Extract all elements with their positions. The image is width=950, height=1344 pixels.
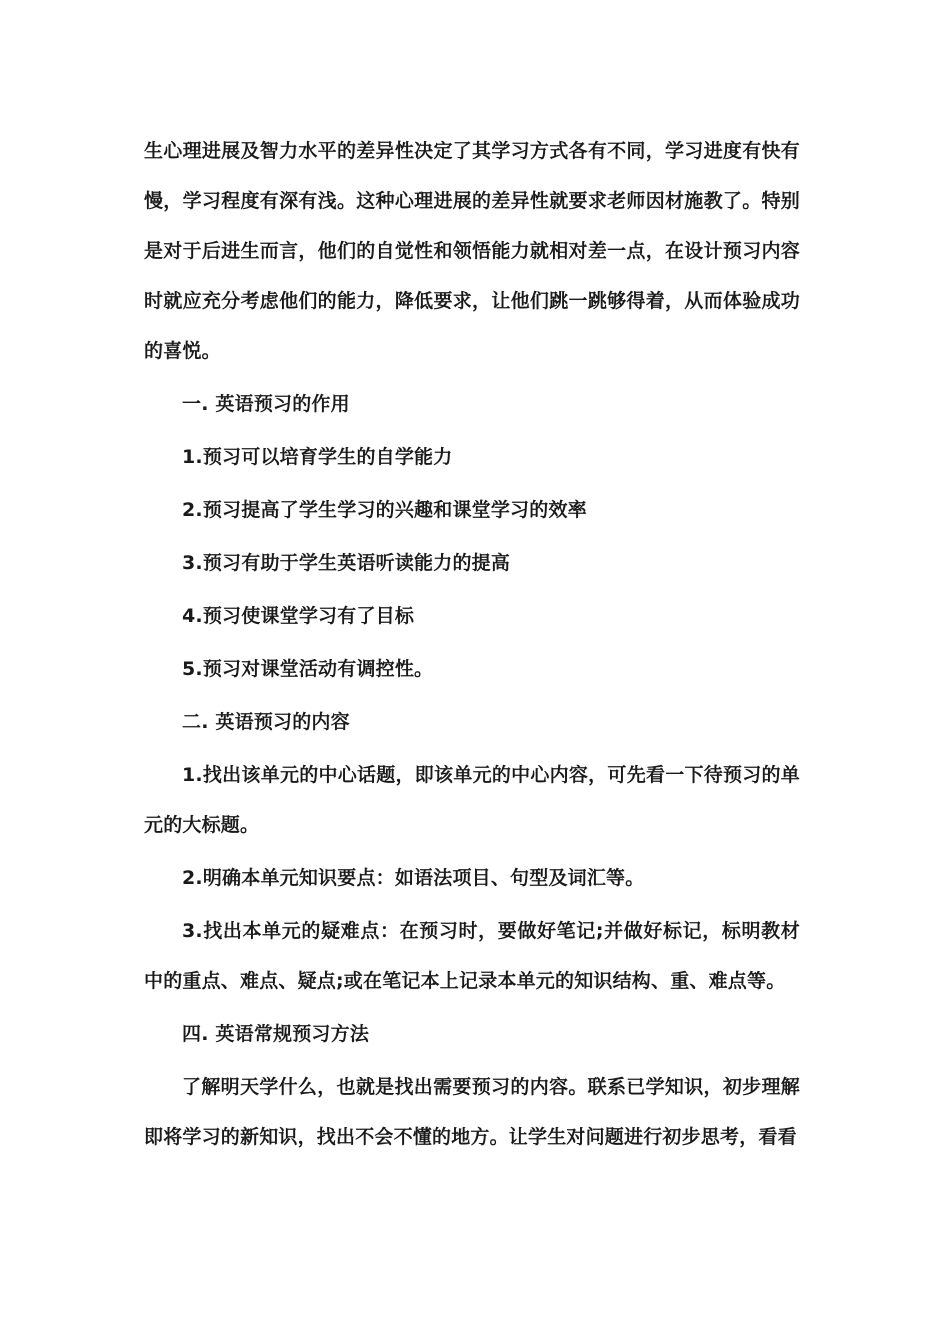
list-item: 3.找出本单元的疑难点：在预习时，要做好笔记;并做好标记，标明教材中的重点、难点、疑点;或在笔记本上记录本单元的知识结构、重、难点等。	[144, 920, 800, 992]
paragraph-intro: 生心理进展及智力水平的差异性决定了其学习方式各有不同，学习进度有快有慢，学习程度有深有浅。这种心理进展的差异性就要求老师因材施教了。特别是对于后进生而言，他们的自觉性和领悟能力就相对差一点，在设计预习内容时就应充分考虑他们的能力，降低要求，让他们跳一跳够得着，从而体验成功的喜悦。	[144, 140, 800, 362]
list-item: 2.预习提高了学生学习的兴趣和课堂学习的效率	[182, 499, 587, 521]
list-item: 3.预习有助于学生英语听读能力的提高	[182, 552, 511, 574]
section-heading-role: 一. 英语预习的作用	[182, 393, 350, 415]
list-item: 5.预习对课堂活动有调控性。	[182, 658, 434, 680]
section-heading-content: 二. 英语预习的内容	[182, 711, 350, 733]
list-item: 1.找出该单元的中心话题，即该单元的中心内容，可先看一下待预习的单元的大标题。	[144, 764, 800, 836]
list-item: 1.预习可以培育学生的自学能力	[182, 446, 453, 468]
section-heading-method: 四. 英语常规预习方法	[182, 1023, 370, 1045]
document-body	[144, 126, 800, 1165]
list-item: 2.明确本单元知识要点：如语法项目、句型及词汇等。	[182, 867, 645, 889]
paragraph-method: 了解明天学什么，也就是找出需要预习的内容。联系已学知识，初步理解即将学习的新知识，找出不会不懂的地方。让学生对问题进行初步思考，看看	[144, 1076, 800, 1148]
list-item: 4.预习使课堂学习有了目标	[182, 605, 415, 627]
